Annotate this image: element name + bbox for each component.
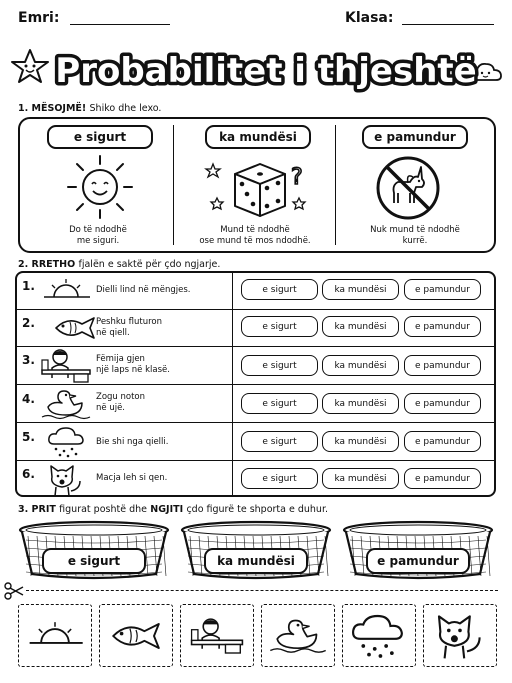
cutout-card[interactable] [99,604,173,667]
row-text: Zogu noton në ujë. [96,392,146,413]
section1-heading [18,103,161,114]
no-unicorn-icon [374,155,442,221]
section2-heading [18,259,220,270]
row-number: 1. [22,279,35,293]
star-icon [10,48,50,84]
rain-cloud-icon [46,426,88,458]
card-caption-impossible: Nuk mund të ndodhë kurrë. [370,225,460,246]
section1-instruction: Shiko dhe lexo. [89,103,162,114]
cutout-card[interactable] [180,604,254,667]
row-number: 4. [22,392,35,406]
class-line[interactable] [402,24,494,25]
section1-title: MËSOJMË! [31,103,87,114]
class-label: Klasa: [345,10,394,26]
fish-icon [50,314,100,342]
section2-instruction: fjalën e saktë për çdo ngjarje. [78,259,221,270]
option-certain[interactable]: e sigurt [241,316,318,337]
cat-icon [432,612,488,660]
scissors-icon [4,582,24,600]
section3-heading: 3. PRIT figurat poshtë dhe NGJITI çdo figurë te shporta e duhur. [18,504,329,515]
option-certain[interactable]: e sigurt [241,355,318,376]
section3-title-glue: NGJITI [150,504,184,515]
option-possible[interactable]: ka mundësi [322,279,399,300]
row-text: Peshku fluturon në qiell. [96,317,162,338]
divider [335,125,336,245]
row-number: 5. [22,430,35,444]
card-label-possible: ka mundësi [205,125,311,149]
svg-text:?: ? [291,165,303,190]
option-impossible[interactable]: e pamundur [404,279,481,300]
sun-icon [64,154,136,220]
section1-number: 1. [18,103,29,114]
option-impossible[interactable]: e pamundur [404,468,481,489]
option-impossible[interactable]: e pamundur [404,393,481,414]
rain-cloud-icon [349,613,409,659]
section3-title-cut: PRIT [31,504,56,515]
basket-impossible-label: e pamundur [366,548,470,574]
option-certain[interactable]: e sigurt [241,468,318,489]
fish-icon [106,619,166,653]
basket-certain-label: e sigurt [42,548,146,574]
card-label-impossible: e pamundur [362,125,468,149]
option-possible[interactable]: ka mundësi [322,468,399,489]
option-possible[interactable]: ka mundësi [322,431,399,452]
sunrise-icon [40,279,92,303]
cutout-card[interactable] [423,604,497,667]
child-desk-icon [38,348,94,382]
cutout-card[interactable] [261,604,335,667]
section2-title: RRETHO [31,259,76,270]
option-certain[interactable]: e sigurt [241,279,318,300]
row-number: 2. [22,316,35,330]
option-certain[interactable]: e sigurt [241,393,318,414]
sunrise-icon [25,622,85,650]
row-text: Fëmija gjen një laps në klasë. [96,354,170,375]
duck-icon [268,618,328,653]
card-caption-certain: Do të ndodhë me siguri. [69,225,127,246]
option-impossible[interactable]: e pamundur [404,316,481,337]
cat-icon [46,463,86,497]
cutout-card[interactable] [342,604,416,667]
section2-number: 2. [18,259,29,270]
option-possible[interactable]: ka mundësi [322,393,399,414]
option-possible[interactable]: ka mundësi [322,316,399,337]
row-number: 3. [22,353,35,367]
option-certain[interactable]: e sigurt [241,431,318,452]
divider [173,125,174,245]
cutout-card[interactable] [18,604,92,667]
dice-icon [205,156,315,222]
name-label: Emri: [18,10,60,26]
row-number: 6. [22,467,35,481]
duck-icon [40,389,92,419]
option-impossible[interactable]: e pamundur [404,355,481,376]
card-label-certain: e sigurt [47,125,153,149]
card-caption-possible: Mund të ndodhë ose mund të mos ndodhë. [199,225,311,246]
option-possible[interactable]: ka mundësi [322,355,399,376]
cut-line [26,590,498,591]
row-text: Dielli lind në mëngjes. [96,285,191,295]
child-desk-icon [187,617,247,653]
page-title [55,38,477,98]
page-title-text: Probabilitet i thjeshtë [55,51,477,91]
row-text: Macja leh si qen. [96,473,168,483]
option-impossible[interactable]: e pamundur [404,431,481,452]
row-text: Bie shi nga qielli. [96,437,169,447]
name-line[interactable] [70,24,170,25]
basket-possible-label: ka mundësi [204,548,308,574]
